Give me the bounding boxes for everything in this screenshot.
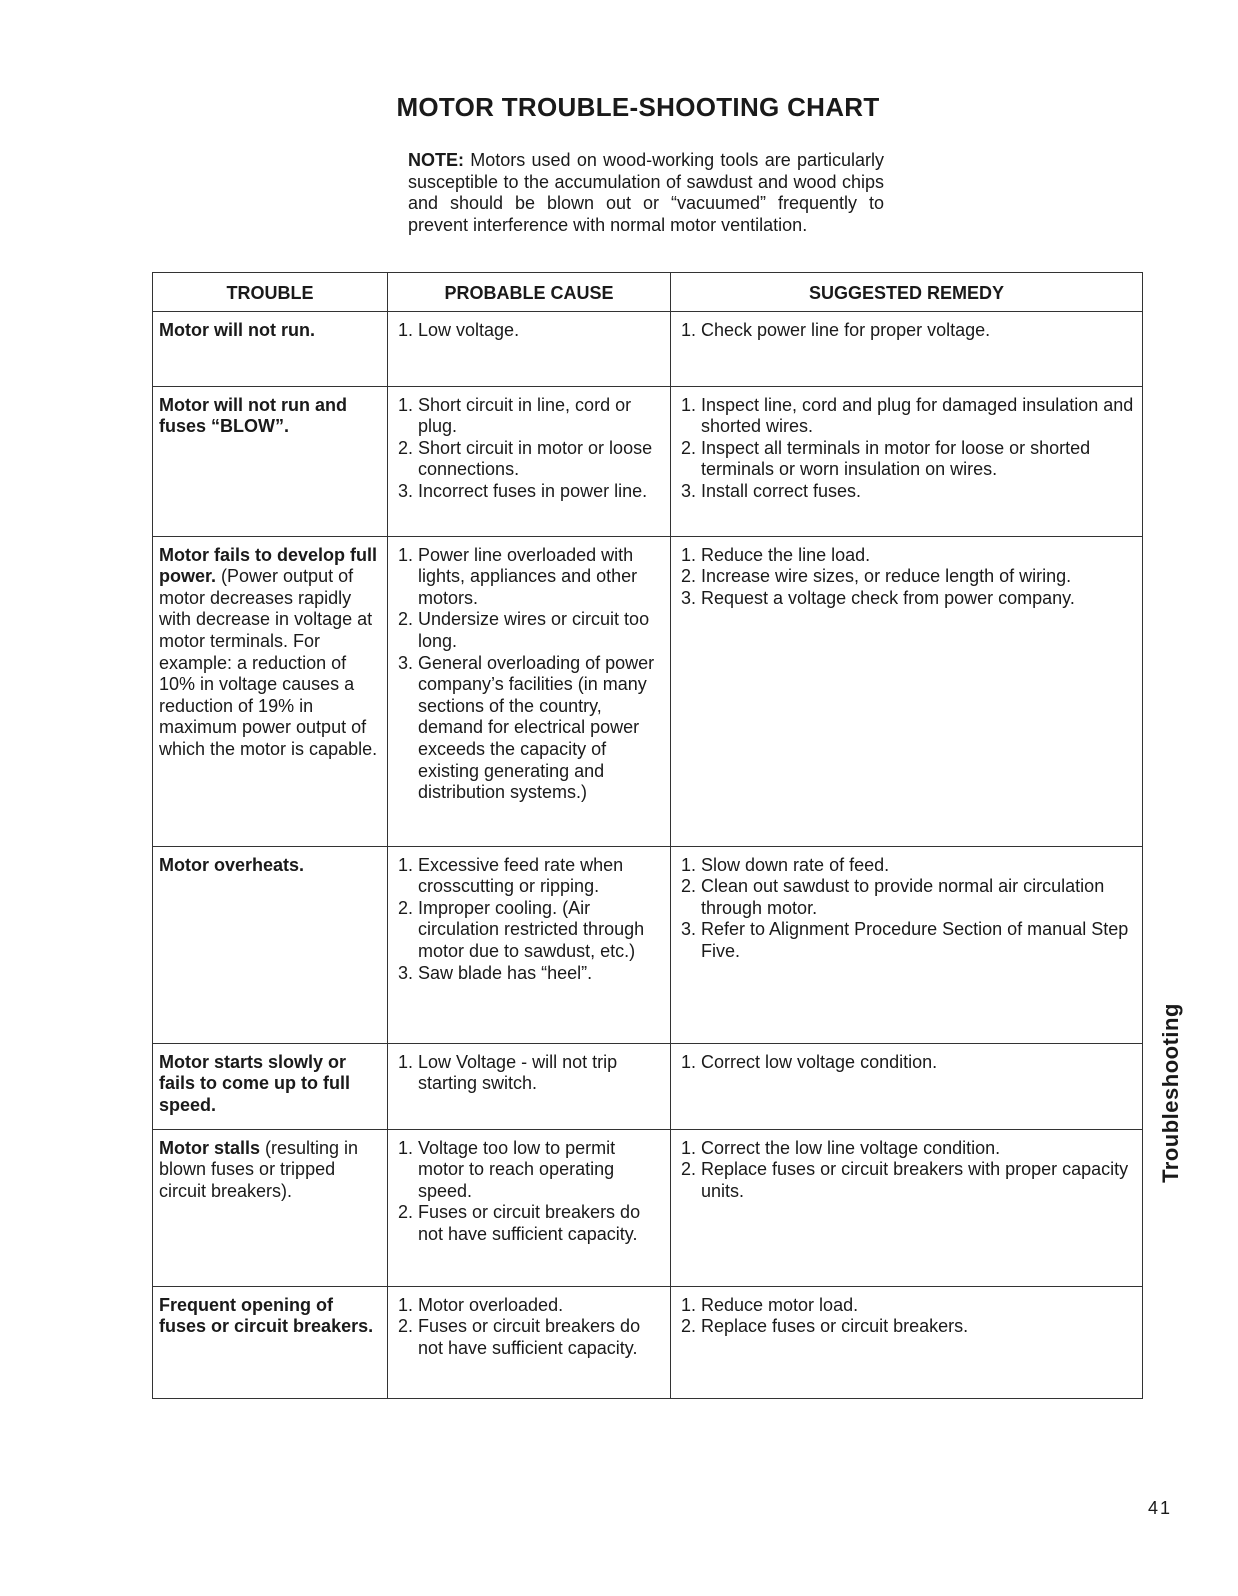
suggested-remedy-cell [671,1286,1143,1398]
cause-item [394,1138,665,1203]
remedy-item [677,1316,1137,1338]
trouble-title: Motor starts slowly or fails to come up to full speed. [159,1051,351,1115]
cause-list [394,1138,665,1246]
remedy-list [677,1052,1137,1074]
header-suggested-remedy: SUGGESTED REMEDY [671,273,1143,312]
cause-list [394,1295,665,1360]
remedy-number: 1. [681,1137,697,1158]
cause-number: 3. [398,652,414,673]
cause-number: 1. [398,544,414,565]
trouble-title: Motor fails to develop full power. [159,544,378,587]
cause-number: 1. [398,1137,414,1158]
remedy-number: 1. [681,544,697,565]
probable-cause-cell [388,846,671,1043]
remedy-number: 1. [681,1051,697,1072]
cause-text: Short circuit in motor or loose connections. [418,437,653,480]
trouble-title: Motor will not run. [159,319,315,340]
remedy-number: 3. [681,587,697,608]
cause-number: 2. [398,437,414,458]
page-number: 41 [1148,1498,1173,1518]
remedy-text: Correct the low line voltage condition. [701,1137,1001,1158]
table-row [153,1043,1143,1129]
cause-list [394,855,665,985]
remedy-text: Inspect all terminals in motor for loose or shorted terminals or worn insulation on wires. [701,437,1091,480]
cause-text: Low voltage. [418,319,520,340]
remedy-list [677,1138,1137,1203]
trouble-cell [153,311,388,386]
remedy-text: Refer to Alignment Procedure Section of manual Step Five. [701,919,1129,961]
cause-text: Motor overloaded. [418,1294,564,1315]
cause-item [394,320,665,342]
remedy-number: 1. [681,394,697,415]
table-row [153,846,1143,1043]
table-row [153,311,1143,386]
cause-text: Improper cooling. (Air circulation restricted through motor due to sawdust, etc.) [418,897,645,961]
trouble-cell [153,846,388,1043]
table-row [153,1129,1143,1286]
remedy-number: 1. [681,319,697,340]
cause-item [394,609,665,652]
remedy-text: Request a voltage check from power company. [701,587,1075,608]
cause-number: 2. [398,1202,414,1223]
trouble-cell [153,1129,388,1286]
trouble-cell [153,386,388,536]
cause-item [394,1295,665,1317]
trouble-title: Motor overheats. [159,854,305,875]
remedy-number: 1. [681,854,697,875]
cause-item [394,1052,665,1095]
cause-text: Power line overloaded with lights, appliances and other motors. [418,544,638,608]
remedy-item [677,1159,1137,1202]
remedy-list [677,855,1137,963]
remedy-item [677,481,1137,503]
table-row [153,1286,1143,1398]
trouble-description: (resulting in blown fuses or tripped circuit breakers). [159,1137,359,1201]
probable-cause-cell [388,1129,671,1286]
remedy-number: 1. [681,1294,697,1315]
table-row [153,536,1143,846]
cause-number: 1. [398,1294,414,1315]
remedy-text: Clean out sawdust to provide normal air circulation through motor. [701,876,1105,918]
remedy-item [677,395,1137,438]
note-paragraph [408,150,884,236]
table-row [153,386,1143,536]
cause-number: 3. [398,962,414,983]
cause-number: 2. [398,1316,414,1337]
remedy-list [677,545,1137,610]
cause-number: 2. [398,609,414,630]
cause-item [394,898,665,963]
remedy-text: Reduce the line load. [701,544,871,565]
probable-cause-cell [388,536,671,846]
note-text: Motors used on wood-working tools are particularly susceptible to the accumulation of sawdust and wood chips and should be blown out or “vacuumed” frequently to prevent interference with normal motor ventilation. [408,150,884,235]
cause-text: Saw blade has “heel”. [418,962,593,983]
remedy-text: Slow down rate of feed. [701,854,890,875]
suggested-remedy-cell [671,311,1143,386]
remedy-list [677,320,1137,342]
remedy-item [677,438,1137,481]
suggested-remedy-cell [671,536,1143,846]
cause-text: Voltage too low to permit motor to reach operating speed. [418,1137,616,1201]
remedy-item [677,545,1137,567]
cause-number: 1. [398,1051,414,1072]
cause-text: Excessive feed rate when crosscutting or ripping. [418,854,624,897]
probable-cause-cell [388,1286,671,1398]
remedy-text: Replace fuses or circuit breakers. [701,1316,969,1337]
cause-text: Short circuit in line, cord or plug. [418,394,632,437]
note-label: NOTE: [408,150,464,170]
suggested-remedy-cell [671,846,1143,1043]
cause-number: 3. [398,480,414,501]
suggested-remedy-cell [671,1043,1143,1129]
remedy-item [677,1138,1137,1160]
cause-number: 1. [398,319,414,340]
cause-item [394,481,665,503]
cause-text: Low Voltage - will not trip starting switch. [418,1051,618,1094]
cause-text: Fuses or circuit breakers do not have sufficient capacity. [418,1202,641,1244]
suggested-remedy-cell [671,1129,1143,1286]
remedy-number: 2. [681,876,697,897]
header-probable-cause: PROBABLE CAUSE [388,273,671,312]
remedy-number: 3. [681,480,697,501]
cause-list [394,395,665,503]
remedy-item [677,588,1137,610]
remedy-text: Install correct fuses. [701,480,862,501]
trouble-cell [153,1286,388,1398]
trouble-title: Motor stalls [159,1137,261,1158]
suggested-remedy-cell [671,386,1143,536]
remedy-number: 2. [681,566,697,587]
cause-item [394,545,665,610]
cause-number: 2. [398,897,414,918]
section-tab-label: Troubleshooting [1158,1003,1184,1183]
cause-text: Undersize wires or circuit too long. [418,609,650,651]
remedy-number: 2. [681,1316,697,1337]
cause-item [394,438,665,481]
remedy-text: Inspect line, cord and plug for damaged insulation and shorted wires. [701,394,1134,437]
remedy-text: Check power line for proper voltage. [701,319,991,340]
remedy-item [677,919,1137,962]
remedy-text: Replace fuses or circuit breakers with proper capacity units. [701,1159,1129,1201]
trouble-title: Frequent opening of fuses or circuit breakers. [159,1294,374,1337]
cause-item [394,395,665,438]
remedy-number: 2. [681,1159,697,1180]
remedy-item [677,1295,1137,1317]
probable-cause-cell [388,386,671,536]
trouble-cell [153,536,388,846]
cause-item [394,1316,665,1359]
remedy-text: Increase wire sizes, or reduce length of wiring. [701,566,1072,587]
remedy-item [677,320,1137,342]
cause-text: Incorrect fuses in power line. [418,480,648,501]
remedy-list [677,1295,1137,1338]
cause-item [394,1202,665,1245]
page-title: MOTOR TROUBLE-SHOOTING CHART [396,92,880,122]
remedy-item [677,855,1137,877]
trouble-description: (Power output of motor decreases rapidly with decrease in voltage at motor terminals. For example: a reduction of 10% in voltage causes a reduction of 19% in maximum power output of which the motor is capable. [159,566,378,759]
cause-list [394,1052,665,1095]
cause-number: 1. [398,394,414,415]
remedy-item [677,1052,1137,1074]
trouble-title: Motor will not run and fuses “BLOW”. [159,394,347,437]
trouble-shooting-table [152,272,1143,1399]
cause-text: General overloading of power company’s facilities (in many sections of the country, demand for electrical power exceeds the capacity of existing generating and distribution systems.) [418,652,655,803]
cause-item [394,963,665,985]
table-header-row [153,273,1143,312]
cause-item [394,855,665,898]
remedy-text: Correct low voltage condition. [701,1051,938,1072]
table-body [153,311,1143,1398]
header-trouble: TROUBLE [153,273,388,312]
section-tab [1156,1003,1186,1183]
probable-cause-cell [388,311,671,386]
cause-list [394,320,665,342]
cause-list [394,545,665,804]
remedy-item [677,566,1137,588]
probable-cause-cell [388,1043,671,1129]
cause-item [394,653,665,804]
cause-number: 1. [398,854,414,875]
remedy-text: Reduce motor load. [701,1294,859,1315]
trouble-cell [153,1043,388,1129]
remedy-list [677,395,1137,503]
remedy-item [677,876,1137,919]
cause-text: Fuses or circuit breakers do not have sufficient capacity. [418,1316,641,1358]
remedy-number: 3. [681,919,697,940]
remedy-number: 2. [681,437,697,458]
